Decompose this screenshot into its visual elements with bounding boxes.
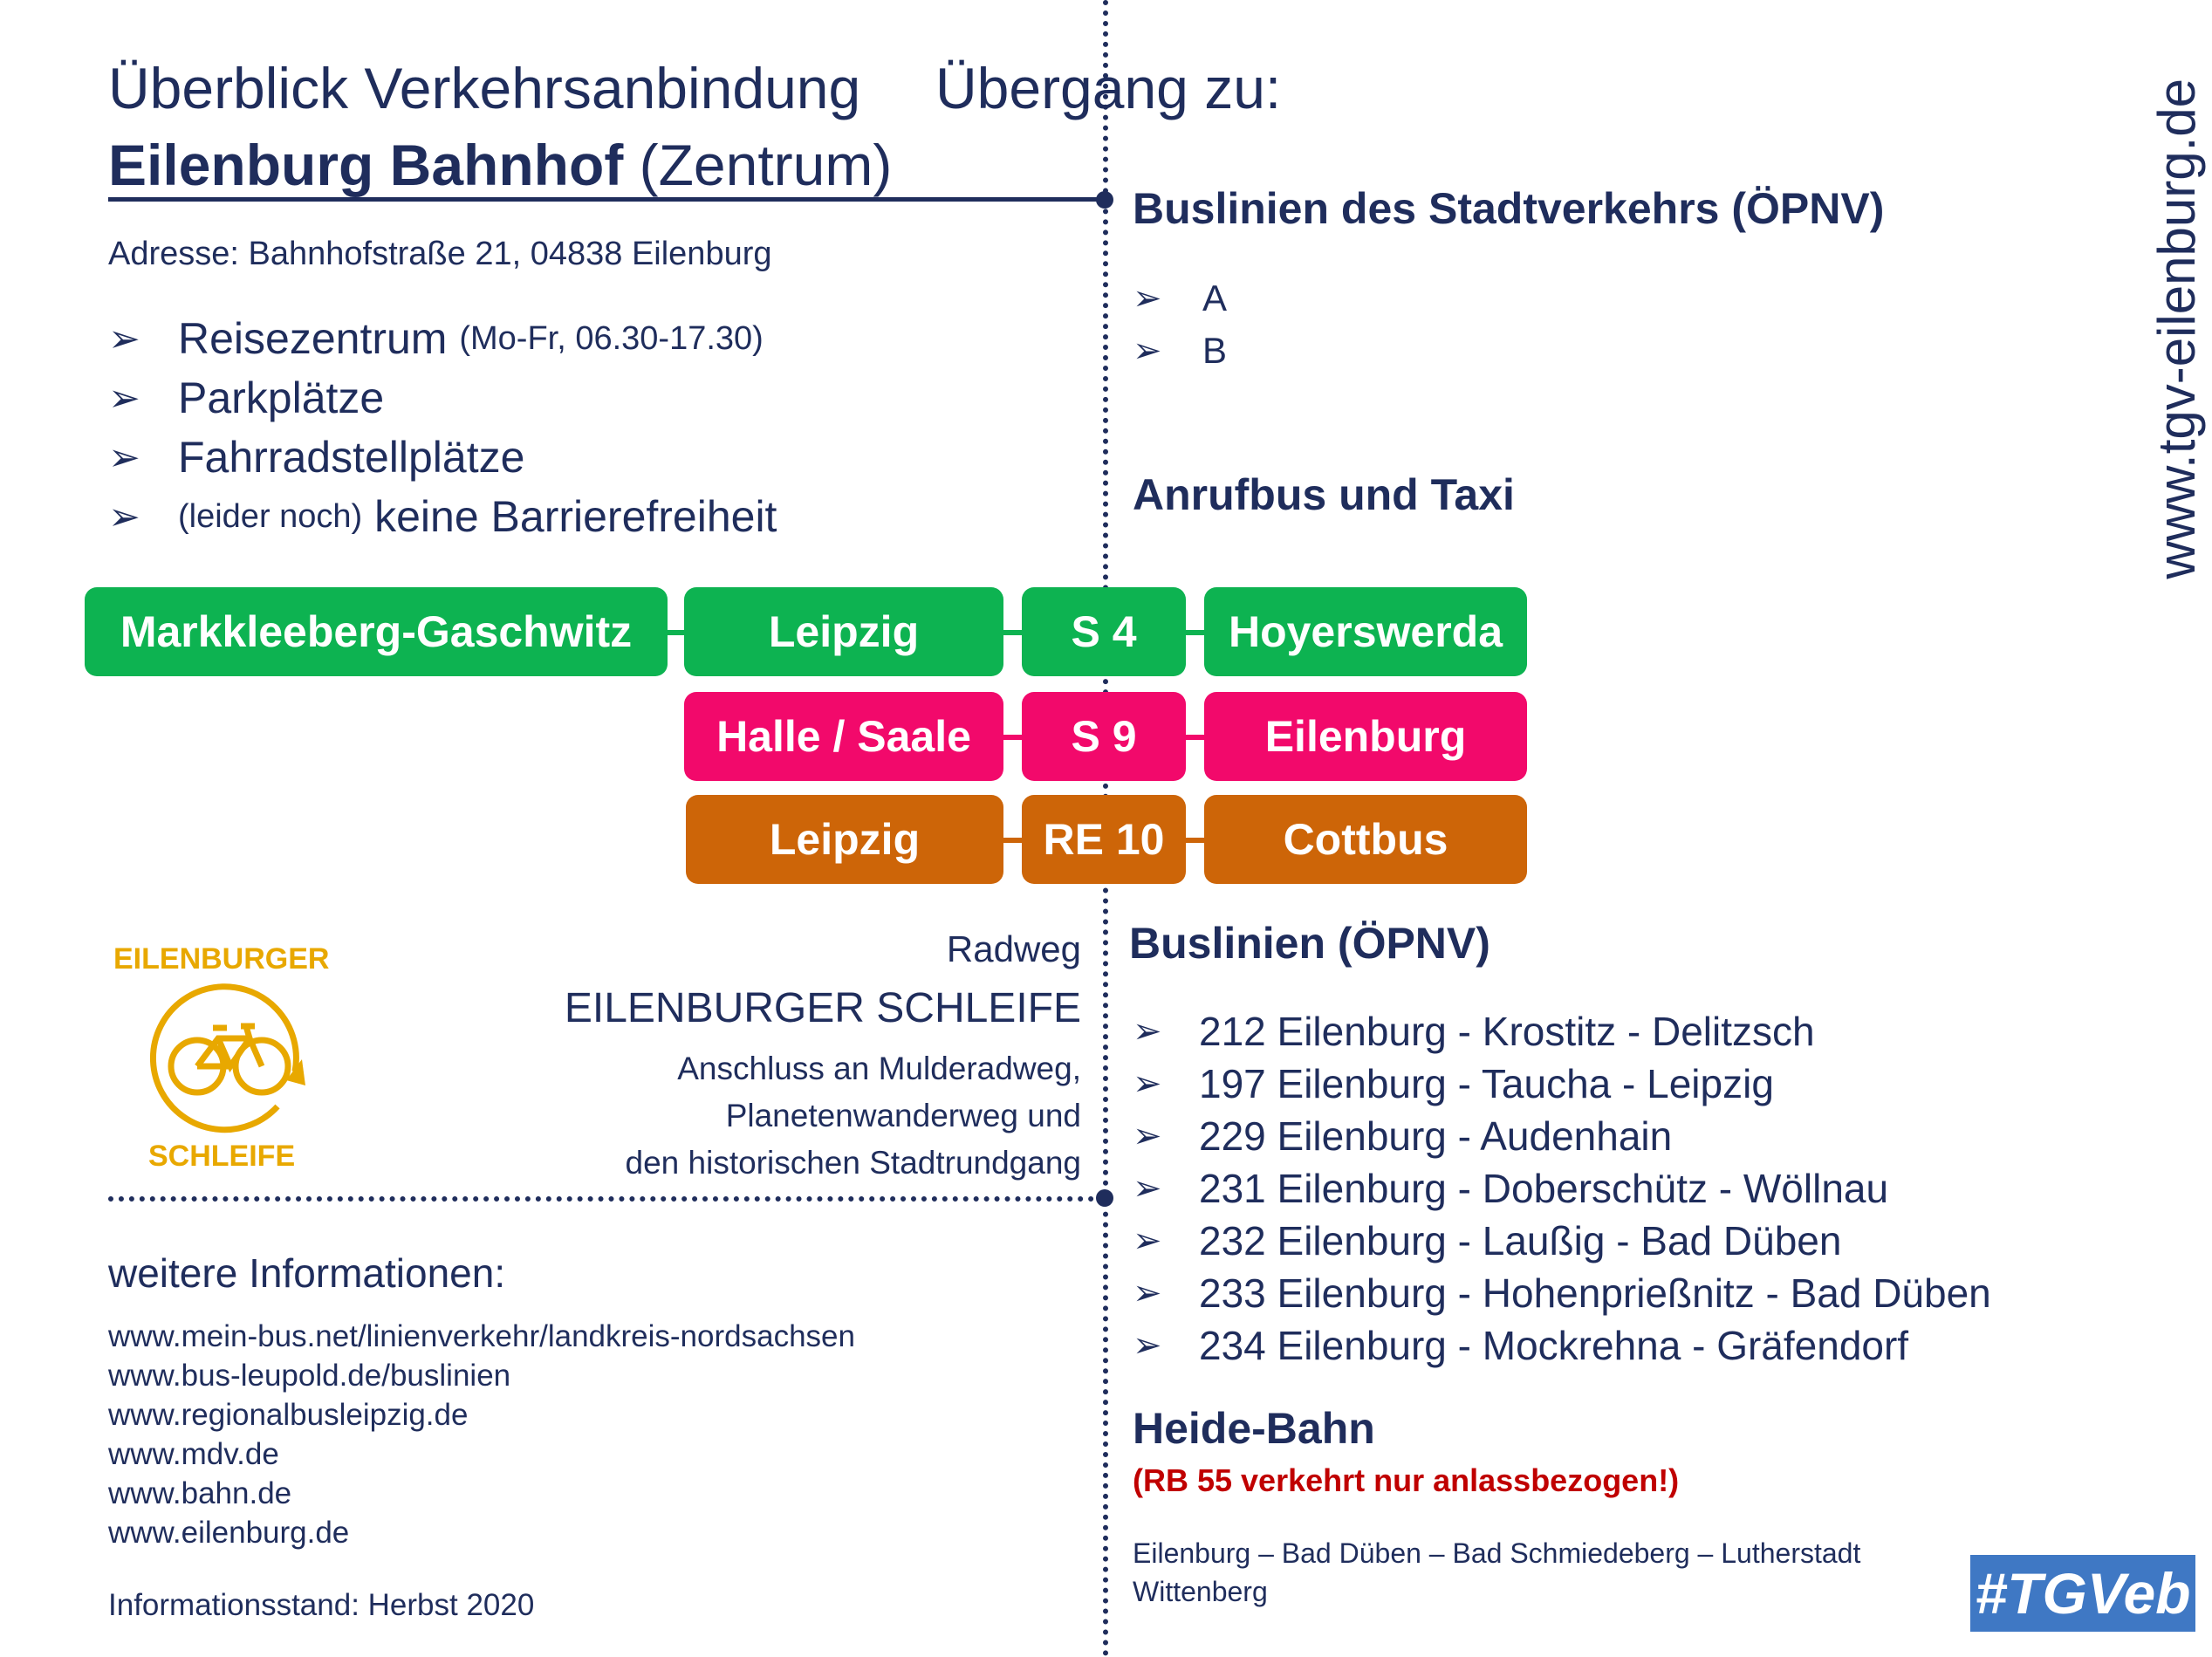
re10-to: Cottbus: [1204, 795, 1527, 884]
page-title: Überblick Verkehrsanbindung: [108, 56, 861, 120]
city-bus-list: [1133, 272, 1227, 377]
logo-bottom-text: SCHLEIFE: [148, 1140, 296, 1173]
station-name-bold: Eilenburg Bahnhof: [108, 133, 624, 197]
bike-route-desc-3: den historischen Stadtrundgang: [625, 1145, 1081, 1181]
list-item: [108, 428, 777, 487]
amenity-label: keine Barrierefreiheit: [374, 492, 777, 541]
info-link[interactable]: www.bus-leupold.de/buslinien: [108, 1359, 511, 1393]
info-link[interactable]: www.bahn.de: [108, 1476, 292, 1510]
info-link[interactable]: www.mdv.de: [108, 1437, 279, 1471]
arrow-bullet-icon: ➢: [108, 317, 140, 360]
arrow-bullet-icon: ➢: [1133, 1222, 1162, 1260]
city-bus-heading: Buslinien des Stadtverkehrs (ÖPNV): [1133, 184, 1885, 233]
arrow-bullet-icon: ➢: [108, 495, 140, 538]
s9-from: Halle / Saale: [684, 692, 1003, 781]
heide-bahn-note: (RB 55 verkehrt nur anlassbezogen!): [1133, 1462, 1680, 1498]
list-item: [1133, 1267, 1991, 1319]
bus-line: 212 Eilenburg - Krostitz - Delitzsch: [1199, 1009, 1815, 1054]
bus-line: 231 Eilenburg - Doberschütz - Wöllnau: [1199, 1166, 1889, 1211]
bus-line: 232 Eilenburg - Laußig - Bad Düben: [1199, 1218, 1842, 1263]
arrow-bullet-icon: ➢: [1133, 1274, 1162, 1312]
s9-to: Eilenburg: [1204, 692, 1527, 781]
list-item: [108, 309, 777, 368]
regional-bus-list: [1133, 1005, 1991, 1372]
junction-dot-bottom: [1096, 1189, 1113, 1207]
s4-line-badge: S 4: [1022, 587, 1186, 676]
more-info-heading: weitere Informationen:: [108, 1250, 506, 1296]
s9-line-badge: S 9: [1022, 692, 1186, 781]
amenities-list: [108, 309, 777, 546]
list-item: [1133, 272, 1227, 325]
junction-dot-top: [1096, 191, 1113, 209]
list-item: [1133, 1215, 1991, 1267]
arrow-bullet-icon: ➢: [1133, 1326, 1162, 1365]
amenity-label: Parkplätze: [178, 373, 385, 422]
arrow-bullet-icon: ➢: [1133, 1117, 1162, 1155]
list-item: [1133, 325, 1227, 377]
amenity-prefix: (leider noch): [178, 497, 363, 535]
bus-line: 233 Eilenburg - Hohenprießnitz - Bad Düben: [1199, 1270, 1991, 1316]
logo-top-text: EILENBURGER: [113, 942, 330, 976]
list-item: [1133, 1110, 1991, 1162]
bus-line: 234 Eilenburg - Mockrehna - Gräfendorf: [1199, 1323, 1909, 1368]
info-link[interactable]: www.regionalbusleipzig.de: [108, 1398, 469, 1432]
city-bus-line: B: [1202, 330, 1228, 371]
transfer-heading: Übergang zu:: [935, 56, 1282, 120]
amenity-hours: (Mo-Fr, 06.30-17.30): [459, 319, 764, 357]
title-underline: [108, 197, 1105, 202]
s4-extra-destination: Markkleeberg-Gaschwitz: [85, 587, 668, 676]
station-name-rest: (Zentrum): [623, 133, 893, 197]
arrow-bullet-icon: ➢: [108, 435, 140, 479]
address: Adresse: Bahnhofstraße 21, 04838 Eilenburg: [108, 236, 772, 272]
arrow-bullet-icon: ➢: [1133, 1169, 1162, 1208]
s4-to: Hoyerswerda: [1204, 587, 1527, 676]
heide-bahn-route-2: Wittenberg: [1133, 1576, 1268, 1607]
re10-line-badge: RE 10: [1022, 795, 1186, 884]
arrow-bullet-icon: ➢: [1133, 332, 1162, 370]
regional-bus-heading: Buslinien (ÖPNV): [1129, 919, 1490, 968]
info-link[interactable]: www.mein-bus.net/linienverkehr/landkreis-nordsachsen: [108, 1319, 855, 1353]
bus-line: 229 Eilenburg - Audenhain: [1199, 1113, 1673, 1159]
bus-line: 197 Eilenburg - Taucha - Leipzig: [1199, 1061, 1774, 1106]
re10-from: Leipzig: [686, 795, 1003, 884]
amenity-label: Reisezentrum: [178, 314, 448, 363]
bike-route-label: Radweg: [946, 928, 1081, 969]
info-links: [108, 1319, 855, 1555]
list-item: [1133, 1162, 1991, 1215]
side-url: www.tgv-eilenburg.de: [2147, 79, 2206, 579]
bike-route-name: EILENBURGER SCHLEIFE: [564, 985, 1081, 1031]
horizontal-divider: [108, 1196, 1105, 1202]
info-status: Informationsstand: Herbst 2020: [108, 1588, 535, 1622]
city-bus-line: A: [1202, 277, 1228, 318]
list-item: [108, 368, 777, 428]
list-item: [1133, 1058, 1991, 1110]
call-bus-heading: Anrufbus und Taxi: [1133, 470, 1515, 519]
list-item: [1133, 1319, 1991, 1372]
arrow-bullet-icon: ➢: [1133, 1012, 1162, 1051]
bike-route-desc-2: Planetenwanderweg und: [725, 1098, 1081, 1133]
arrow-bullet-icon: ➢: [1133, 279, 1162, 318]
info-link[interactable]: www.eilenburg.de: [108, 1516, 350, 1550]
hashtag-badge: #TGVeb: [1970, 1555, 2195, 1632]
heide-bahn-heading: Heide-Bahn: [1133, 1404, 1375, 1453]
heide-bahn-route-1: Eilenburg – Bad Düben – Bad Schmiedeberg – Lutherstadt: [1133, 1537, 1861, 1569]
s4-from: Leipzig: [684, 587, 1003, 676]
arrow-bullet-icon: ➢: [108, 376, 140, 420]
amenity-label: Fahrradstellplätze: [178, 433, 525, 482]
arrow-bullet-icon: ➢: [1133, 1065, 1162, 1103]
list-item: [108, 487, 777, 546]
list-item: [1133, 1005, 1991, 1058]
bicycle-loop-icon: [147, 976, 311, 1140]
bike-route-desc-1: Anschluss an Mulderadweg,: [677, 1051, 1081, 1086]
station-name: [108, 133, 893, 197]
